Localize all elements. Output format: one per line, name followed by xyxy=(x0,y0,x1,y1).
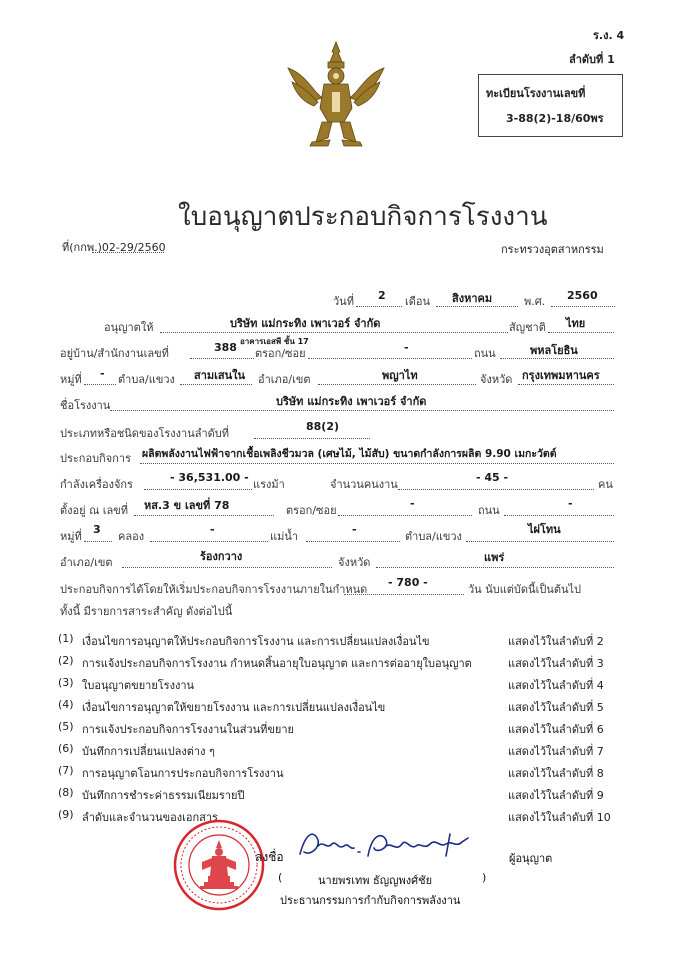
subdistrict-value: สามเสนใน xyxy=(194,369,246,382)
item-reference: แสดงไว้ในลำดับที่ 10 xyxy=(508,811,611,824)
road-value: พหลโยธิน xyxy=(530,344,578,357)
location-moo-value: 3 xyxy=(93,523,101,536)
licensee-value: บริษัท แม่กระทิง เพาเวอร์ จำกัด xyxy=(230,317,381,330)
river-value: - xyxy=(352,523,357,536)
factory-name-label: ชื่อโรงงาน xyxy=(60,399,111,412)
location-road-label: ถนน xyxy=(478,504,500,517)
item-text: บันทึกการเปลี่ยนแปลงต่าง ๆ xyxy=(82,745,215,758)
item-reference: แสดงไว้ในลำดับที่ 2 xyxy=(508,635,604,648)
location-district-value: ร้องกวาง xyxy=(200,550,243,563)
list-item xyxy=(58,654,618,672)
month-label: เดือน xyxy=(405,295,431,308)
list-item xyxy=(58,764,618,782)
factory-type-value: 88(2) xyxy=(306,420,340,433)
district-value: พญาไท xyxy=(382,369,418,382)
licensor-role: ผู้อนุญาต xyxy=(509,852,553,865)
building-value: อาคารเอสพี ชั้น 17 xyxy=(240,337,309,346)
location-province-label: จังหวัด xyxy=(338,556,371,569)
item-text: การแจ้งประกอบกิจการโรงงาน กำหนดสิ้นอายุใบอนุญาต และการต่ออายุใบอนุญาต xyxy=(82,657,472,670)
items-list xyxy=(58,632,618,822)
item-number: (1) xyxy=(58,632,74,645)
item-number: (7) xyxy=(58,764,74,777)
item-text: ลำดับและจำนวนของเอกสาร xyxy=(82,811,218,824)
district-label: อำเภอ/เขต xyxy=(258,373,311,386)
form-code: ร.ง. 4 xyxy=(593,29,625,42)
items-intro: ทั้งนี้ มีรายการสาระสำคัญ ดังต่อไปนี้ xyxy=(60,605,233,618)
item-text: การอนุญาตโอนการประกอบกิจการโรงงาน xyxy=(82,767,284,780)
address-label: อยู่บ้าน/สำนักงานเลขที่ xyxy=(60,347,169,360)
list-item xyxy=(58,632,618,650)
canal-label: คลอง xyxy=(118,530,145,543)
item-text: ใบอนุญาตขยายโรงงาน xyxy=(82,679,195,692)
open-paren: ( xyxy=(278,871,283,884)
registration-number: 3-88(2)-18/60พร xyxy=(506,112,604,125)
nationality-label: สัญชาติ xyxy=(509,321,546,334)
year-value: 2560 xyxy=(567,289,598,302)
item-reference: แสดงไว้ในลำดับที่ 9 xyxy=(508,789,604,802)
period-value: - 780 - xyxy=(388,576,428,589)
business-label: ประกอบกิจการ xyxy=(60,452,131,465)
river-label: แม่น้ำ xyxy=(270,530,299,543)
list-item xyxy=(58,786,618,804)
list-item xyxy=(58,676,618,694)
alley-value: - xyxy=(404,341,409,354)
location-district-label: อำเภอ/เขต xyxy=(60,556,113,569)
reference-number: ที่(กกพ.)02-29/2560 xyxy=(62,241,166,254)
official-seal-icon xyxy=(172,818,266,912)
signer-name: นายพรเทพ ธัญญพงศ์ชัย xyxy=(318,874,433,887)
location-alley-label: ตรอก/ซอย xyxy=(286,504,337,517)
subdistrict-label: ตำบล/แขวง xyxy=(118,373,175,386)
moo-label: หมู่ที่ xyxy=(60,373,82,386)
item-number: (8) xyxy=(58,786,74,799)
business-value: ผลิตพลังงานไฟฟ้าจากเชื้อเพลิงชีวมวล (เศษไม้, ไม้สับ) ขนาดกำลังการผลิต 9.90 เมกะวัตต์ xyxy=(142,448,557,460)
registration-label: ทะเบียนโรงงานเลขที่ xyxy=(486,87,586,100)
location-moo-label: หมู่ที่ xyxy=(60,530,82,543)
location-subdistrict-label: ตำบล/แขวง xyxy=(405,530,462,543)
machine-power-label: กำลังเครื่องจักร xyxy=(60,478,133,491)
garuda-emblem-icon xyxy=(282,38,390,148)
factory-name-value: บริษัท แม่กระทิง เพาเวอร์ จำกัด xyxy=(276,395,427,408)
factory-type-label: ประเภทหรือชนิดของโรงงานลำดับที่ xyxy=(60,427,230,440)
canal-value: - xyxy=(210,523,215,536)
item-reference: แสดงไว้ในลำดับที่ 7 xyxy=(508,745,604,758)
nationality-value: ไทย xyxy=(566,317,586,330)
alley-label: ตรอก/ซอย xyxy=(255,347,306,360)
address-number: 388 xyxy=(214,341,237,354)
item-reference: แสดงไว้ในลำดับที่ 3 xyxy=(508,657,604,670)
item-reference: แสดงไว้ในลำดับที่ 8 xyxy=(508,767,604,780)
item-number: (3) xyxy=(58,676,74,689)
period-label: ประกอบกิจการได้โดยให้เริ่มประกอบกิจการโรงงานภายในกำหนด xyxy=(60,583,368,596)
location-alley-value: - xyxy=(410,497,415,510)
moo-value: - xyxy=(100,367,105,380)
day-label: วันที่ xyxy=(333,295,354,308)
item-text: เงื่อนไขการอนุญาตให้ขยายโรงงาน และการเปลี่ยนแปลงเงื่อนไข xyxy=(82,701,386,714)
horsepower-label: แรงม้า xyxy=(253,478,285,491)
item-reference: แสดงไว้ในลำดับที่ 4 xyxy=(508,679,604,692)
document-title: ใบอนุญาตประกอบกิจการโรงงาน xyxy=(178,202,548,232)
list-item xyxy=(58,720,618,738)
day-value: 2 xyxy=(378,289,386,302)
year-label: พ.ศ. xyxy=(524,295,546,308)
location-road-value: - xyxy=(568,497,573,510)
signer-title: ประธานกรรมการกำกับกิจการพลังงาน xyxy=(280,894,461,907)
list-item xyxy=(58,808,618,826)
machine-power-value: - 36,531.00 - xyxy=(170,471,249,484)
location-province-value: แพร่ xyxy=(484,551,505,564)
list-item xyxy=(58,742,618,760)
handwritten-signature xyxy=(296,826,476,870)
month-value: สิงหาคม xyxy=(452,292,493,305)
province-value: กรุงเทพมหานคร xyxy=(522,369,600,382)
item-text: การแจ้งประกอบกิจการโรงงานในส่วนที่ขยาย xyxy=(82,723,294,736)
item-reference: แสดงไว้ในลำดับที่ 5 xyxy=(508,701,604,714)
item-reference: แสดงไว้ในลำดับที่ 6 xyxy=(508,723,604,736)
province-label: จังหวัด xyxy=(480,373,513,386)
item-number: (2) xyxy=(58,654,74,667)
workers-label: จำนวนคนงาน xyxy=(330,478,398,491)
item-number: (6) xyxy=(58,742,74,755)
ministry-name: กระทรวงอุตสาหกรรม xyxy=(501,243,604,256)
road-label: ถนน xyxy=(474,347,496,360)
location-subdistrict-value: ไผ่โทน xyxy=(528,523,561,536)
location-value: หส.3 ข เลขที่ 78 xyxy=(144,499,230,512)
item-number: (5) xyxy=(58,720,74,733)
licensee-label: อนุญาตให้ xyxy=(104,321,154,334)
persons-label: คน xyxy=(598,478,613,491)
period-suffix: วัน นับแต่บัดนี้เป็นต้นไป xyxy=(468,583,582,596)
workers-value: - 45 - xyxy=(476,471,509,484)
item-text: เงื่อนไขการอนุญาตให้ประกอบกิจการโรงงาน และการเปลี่ยนแปลงเงื่อนไข xyxy=(82,635,430,648)
list-item xyxy=(58,698,618,716)
close-paren: ) xyxy=(482,871,487,884)
location-label: ตั้งอยู่ ณ เลขที่ xyxy=(60,504,129,517)
page-order: ลำดับที่ 1 xyxy=(569,53,615,66)
item-number: (4) xyxy=(58,698,74,711)
item-number: (9) xyxy=(58,808,74,821)
sign-label: ลงชื่อ xyxy=(255,850,284,864)
item-text: บันทึกการชำระค่าธรรมเนียมรายปี xyxy=(82,789,245,802)
